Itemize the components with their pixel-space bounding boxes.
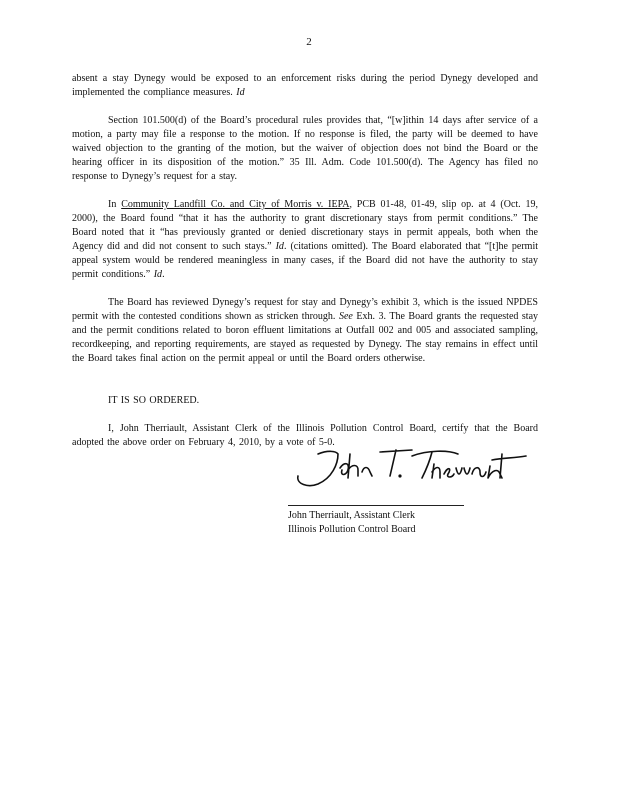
so-ordered-statement: IT IS SO ORDERED. (108, 395, 200, 406)
certification-paragraph: I, John Therriault, Assistant Clerk of the Illinois Pollution Control Board, certify that the Board adopted the above order on February 4, 2010, by a vote of 5-0. (72, 423, 538, 448)
paragraph-text: Exh. 3. The Board grants the requested stay and the permit conditions related to boron effluent limitations at Outfall 002 and 005 and associated sampling, recordkeeping, and reporting requirements, are stayed as requested by Dynegy. The stay remains in effect until the Board takes final action on the permit appeal or until the Board orders otherwise. (72, 311, 539, 364)
paragraph-stay-exposure-text: absent a stay Dynegy would be exposed to an enforcement risks during the period Dynegy developed and implemented the compliance measures. (72, 73, 538, 98)
paragraph-procedural-rules: Section 101.500(d) of the Board’s procedural rules provides that, “[w]ithin 14 days after service of a motion, a party may file a response to the motion. If no response is filed, the party will be deemed to have waived objection to the granting of the motion, but the waiver of objection does not bind the Board or the hearing officer in its disposition of the motion.” 35 Ill. Adm. Code 101.500(d). The Agency has filed no response to Dynegy’s request for a stay. (72, 115, 538, 182)
signature-line (288, 505, 464, 506)
paragraph-stay-exposure (72, 72, 538, 100)
handwritten-signature (288, 446, 538, 490)
signature-block (288, 509, 416, 537)
signatory-organization: Illinois Pollution Control Board (288, 524, 416, 535)
paragraph-board-review (72, 296, 538, 366)
see-signal: See (338, 311, 353, 322)
signatory-name: John Therriault, Assistant Clerk (288, 510, 416, 521)
case-name: Community Landfill Co. and City of Morris v. IEPA (121, 199, 350, 210)
page-number: 2 (306, 36, 312, 48)
paragraph-community-landfill (72, 198, 538, 282)
paragraph-text: . (citations omitted). The Board elaborated that “[t]he permit appeal system would be rendered meaningless in many cases, if the Board did not have the authority to stay permit conditions.” (72, 241, 539, 280)
paragraph-text: The Board has reviewed Dynegy’s request for stay and Dynegy’s exhibit 3, which is the issued NPDES permit with the contested conditions shown as stricken through. (72, 297, 538, 322)
paragraph-intro: In (108, 199, 117, 210)
paragraph-text: , PCB 01-48, 01-49, slip op. at 4 (Oct. 19, 2000), the Board found “that it has the authority to grant discretionary stays from permit conditions.” The Board noted that it “has previously granted or denied discretionary stays in permit appeals, both when the Agency did and did not consent to such stays.” (72, 199, 539, 252)
id-citation: Id (153, 269, 163, 280)
id-citation: Id (236, 87, 245, 98)
id-citation: Id (275, 241, 284, 252)
paragraph-text: . (162, 269, 165, 280)
